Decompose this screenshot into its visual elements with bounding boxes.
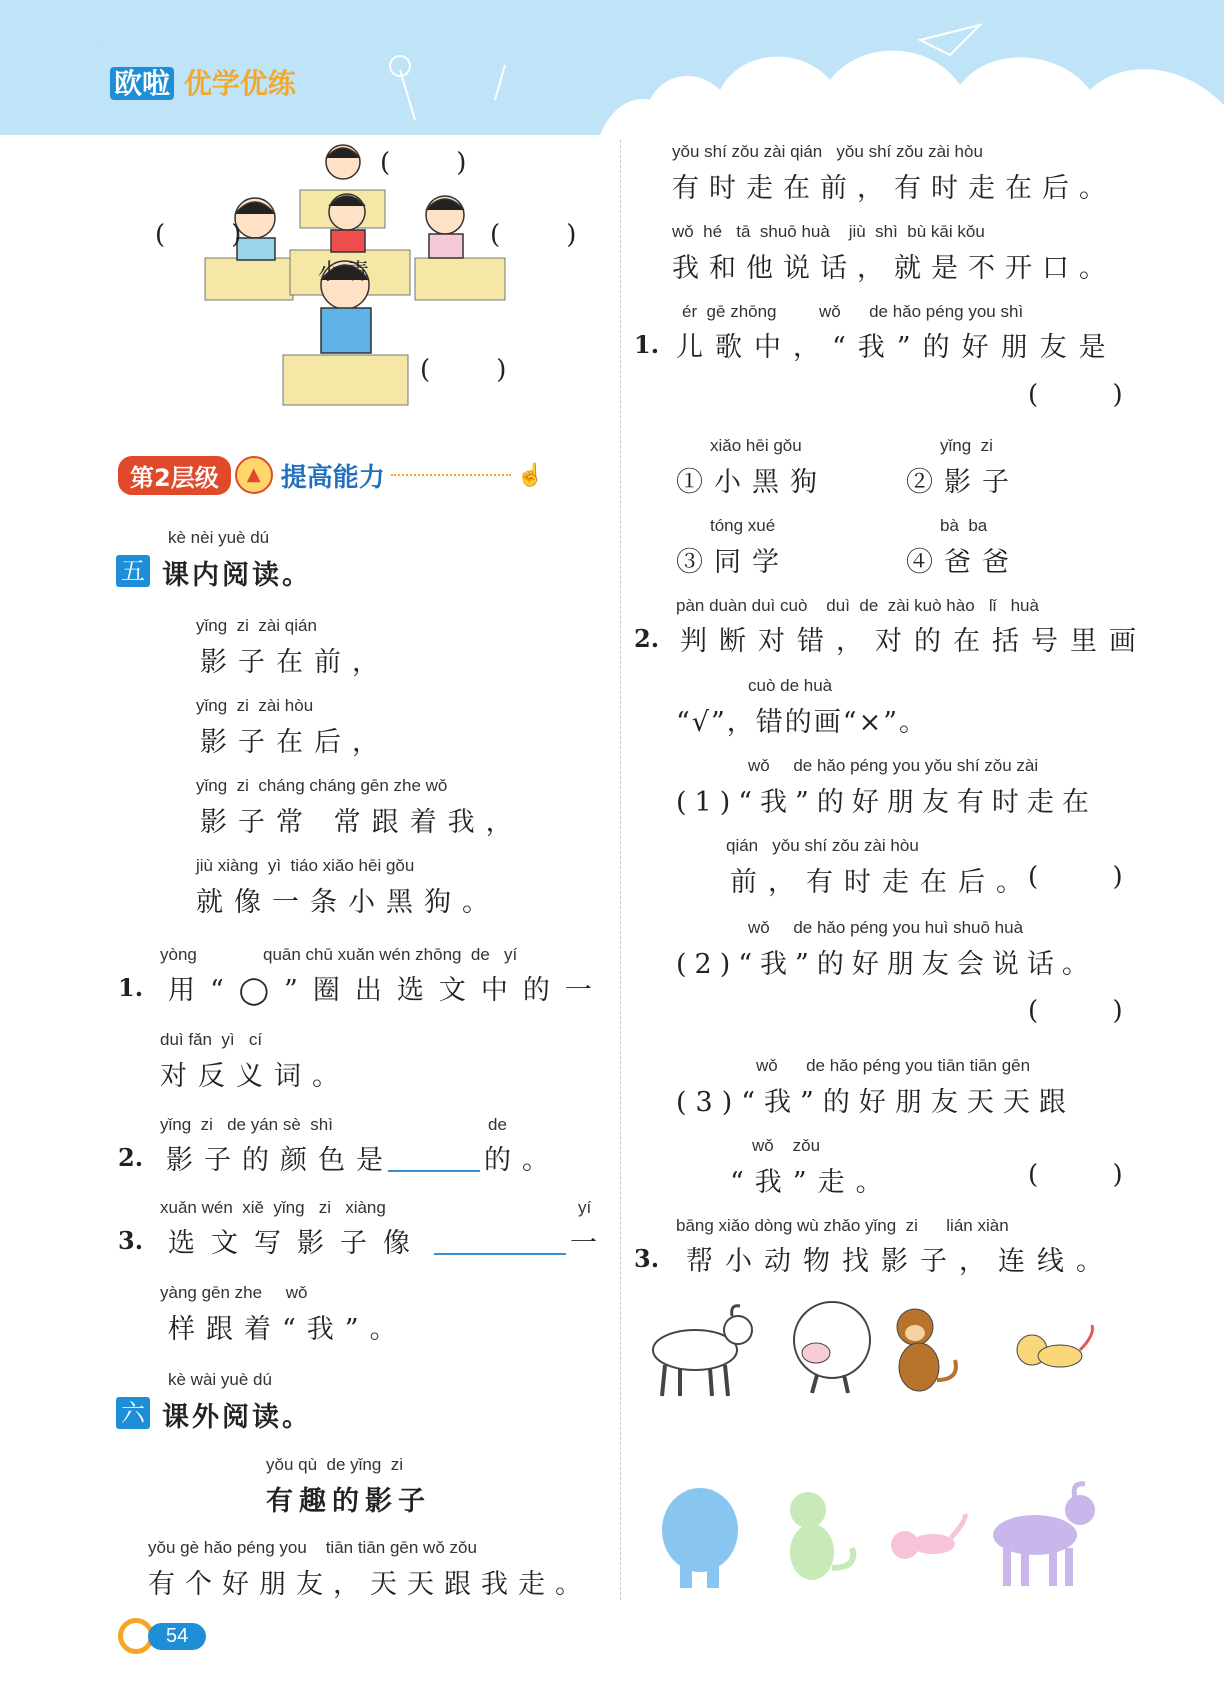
poem5-line2-pinyin: yǐng zi zài hòu	[196, 696, 314, 715]
rocket-icon: ▲	[235, 456, 273, 494]
s6q1-opt1-pinyin: xiǎo hēi gǒu	[710, 436, 802, 455]
poem6-title: 有趣的影子	[266, 1486, 431, 1517]
s6q2-item1-answer-paren[interactable]: ( )	[1028, 862, 1123, 892]
page-number-badge	[118, 1618, 206, 1654]
level-label: 第2层级	[118, 456, 231, 495]
section5-title-pinyin: kè nèi yuè dú	[168, 528, 270, 547]
cat-shadow[interactable]	[885, 1510, 975, 1570]
answer-paren-left: ( )	[155, 220, 242, 250]
poem5-line1: 影子在前，	[200, 647, 390, 678]
s6q2-item1-text1: (1)“我”的好朋友有时走在	[676, 787, 1097, 818]
s6q1-opt4[interactable]: ④爸爸	[906, 547, 1020, 578]
poem5-line1-pinyin: yǐng zi zài qián	[196, 616, 317, 635]
s6q2-item3-answer-paren[interactable]: ( )	[1028, 1160, 1123, 1190]
section6-title-pinyin: kè wài yuè dú	[168, 1370, 272, 1389]
cat-picture[interactable]	[1010, 1320, 1100, 1380]
s5q2-text1: 影子的颜色是	[166, 1145, 394, 1176]
s6q1-opt4-pinyin: bà ba	[940, 516, 988, 535]
s6q2-item3-pinyin2: wǒ zǒu	[752, 1136, 821, 1155]
s5q3-text1: 选文写影子像	[168, 1228, 426, 1259]
s6q2-pinyin2: cuò de huà	[748, 676, 833, 695]
s5q3-text2: 样跟着“我”。	[168, 1314, 408, 1345]
page-number: 54	[148, 1623, 206, 1650]
goat-shadow[interactable]	[985, 1480, 1105, 1590]
poem5-line2: 影子在后，	[200, 727, 390, 758]
s6q1-opt1[interactable]: ①小黑狗	[676, 467, 828, 498]
s6q2-text1: 判断对错，对的在括号里画	[680, 626, 1148, 657]
pig-picture[interactable]	[782, 1295, 877, 1395]
goat-picture[interactable]	[640, 1300, 760, 1400]
s6q2-number: 2.	[634, 624, 660, 653]
brand-part1: 欧啦	[110, 67, 174, 100]
poem6-line3-pinyin: wǒ hé tā shuō huà jiù shì bù kāi kǒu	[672, 222, 985, 241]
section5-icon: 五	[116, 555, 150, 587]
s5q1-number: 1.	[118, 973, 144, 1002]
s6q1-opt2-pinyin: yǐng zi	[940, 436, 993, 455]
s6q2-item1-pinyin1: wǒ de hǎo péng you yǒu shí zǒu zài	[748, 756, 1039, 775]
s6q2-item1-pinyin2: qián yǒu shí zǒu zài hòu	[726, 836, 919, 855]
s5q3-number: 3.	[118, 1226, 144, 1255]
s5q3-text1b: 一	[570, 1228, 608, 1259]
s6q2-pinyin1: pàn duàn duì cuò duì de zài kuò hào lǐ huà	[676, 596, 1039, 615]
s6q3-pinyin: bāng xiǎo dòng wù zhǎo yǐng zi lián xiàn	[676, 1216, 1009, 1235]
s6q2-item3-pinyin1: wǒ de hǎo péng you tiān tiān gēn	[756, 1056, 1031, 1075]
section5-title: 课内阅读。	[162, 560, 312, 591]
s6q1-number: 1.	[634, 330, 660, 359]
poem6-line1: 有个好朋友，天天跟我走。	[148, 1569, 592, 1600]
s6q1-answer-paren[interactable]: ( )	[1028, 380, 1123, 410]
s5q2-number: 2.	[118, 1143, 144, 1172]
s6q2-item2-pinyin1: wǒ de hǎo péng you huì shuō huà	[748, 918, 1024, 937]
monkey-picture[interactable]	[885, 1305, 965, 1395]
s5q1-pinyin1: yòng quān chū xuǎn wén zhōng de yí	[160, 945, 518, 964]
banner-dots	[391, 474, 511, 476]
poem6-line3: 我和他说话，就是不开口。	[672, 253, 1116, 284]
poem5-line4-pinyin: jiù xiàng yì tiáo xiǎo hēi gǒu	[196, 856, 415, 875]
s6q2-item3-text1: (3)“我”的好朋友天天跟	[676, 1087, 1075, 1118]
s5q2-answer-blank[interactable]	[388, 1170, 480, 1172]
s5q1-text1: 用“◯”圈出选文中的一	[168, 975, 607, 1006]
section6-icon: 六	[116, 1397, 150, 1429]
monkey-shadow[interactable]	[780, 1490, 860, 1585]
poem5-line3-pinyin: yǐng zi cháng cháng gēn zhe wǒ	[196, 776, 448, 795]
s5q3-answer-blank[interactable]	[434, 1253, 566, 1255]
level-banner	[118, 455, 544, 495]
s6q2-item3-text2: “我”走。	[730, 1167, 894, 1198]
s6q2-item1-text2: 前，有时走在后。	[730, 867, 1034, 898]
boy-name: 小 青	[318, 260, 369, 285]
poem6-title-pinyin: yǒu qù de yǐng zi	[266, 1455, 404, 1474]
s5q2-pinyin1: yǐng zi de yán sè shì	[160, 1115, 333, 1134]
s6q2-text2: “√”，错的画“×”。	[676, 707, 929, 738]
answer-paren-top: ( )	[380, 148, 467, 178]
s6q1-opt3[interactable]: ③同学	[676, 547, 790, 578]
column-divider	[620, 140, 621, 1600]
s5q3-pinyin1: xuǎn wén xiě yǐng zi xiàng	[160, 1198, 386, 1217]
s6q3-text: 帮小动物找影子，连线。	[686, 1246, 1115, 1277]
s6q1-pinyin: ér gē zhōng wǒ de hǎo péng you shì	[682, 302, 1024, 321]
answer-paren-bottom: ( )	[420, 355, 507, 385]
s6q1-opt3-pinyin: tóng xué	[710, 516, 776, 535]
poem5-line4: 就像一条小黑狗。	[196, 887, 500, 918]
s6q1-opt2[interactable]: ②影子	[906, 467, 1020, 498]
pig-shadow[interactable]	[655, 1480, 745, 1590]
s6q2-item2-answer-paren[interactable]: ( )	[1028, 996, 1123, 1026]
brand-part2: 优学优练	[183, 67, 296, 100]
s6q1-text: 儿歌中，“我”的好朋友是	[676, 332, 1118, 363]
s6q3-number: 3.	[634, 1244, 660, 1273]
hand-icon: ☝	[516, 462, 545, 488]
poem6-line2: 有时走在前，有时走在后。	[672, 173, 1116, 204]
s5q2-text1b: 的。	[484, 1145, 560, 1176]
s5q2-pinyin1b: de	[488, 1115, 507, 1134]
poem6-line1-pinyin: yǒu gè hǎo péng you tiān tiān gēn wǒ zǒu	[148, 1538, 477, 1557]
s5q1-pinyin2: duì fǎn yì cí	[160, 1030, 263, 1049]
s6q2-item2-text1: (2)“我”的好朋友会说话。	[676, 949, 1097, 980]
s5q3-pinyin1b: yí	[578, 1198, 592, 1217]
brand-logo	[110, 62, 296, 102]
level-title: 提高能力	[280, 462, 385, 493]
poem6-line2-pinyin: yǒu shí zǒu zài qián yǒu shí zǒu zài hòu	[672, 142, 983, 161]
s5q3-pinyin2: yàng gēn zhe wǒ	[160, 1283, 308, 1302]
answer-paren-right: ( )	[490, 220, 577, 250]
s5q1-text2: 对反义词。	[160, 1061, 350, 1092]
section6-title: 课外阅读。	[162, 1402, 312, 1433]
poem5-line3: 影子常 常跟着我，	[200, 807, 524, 838]
